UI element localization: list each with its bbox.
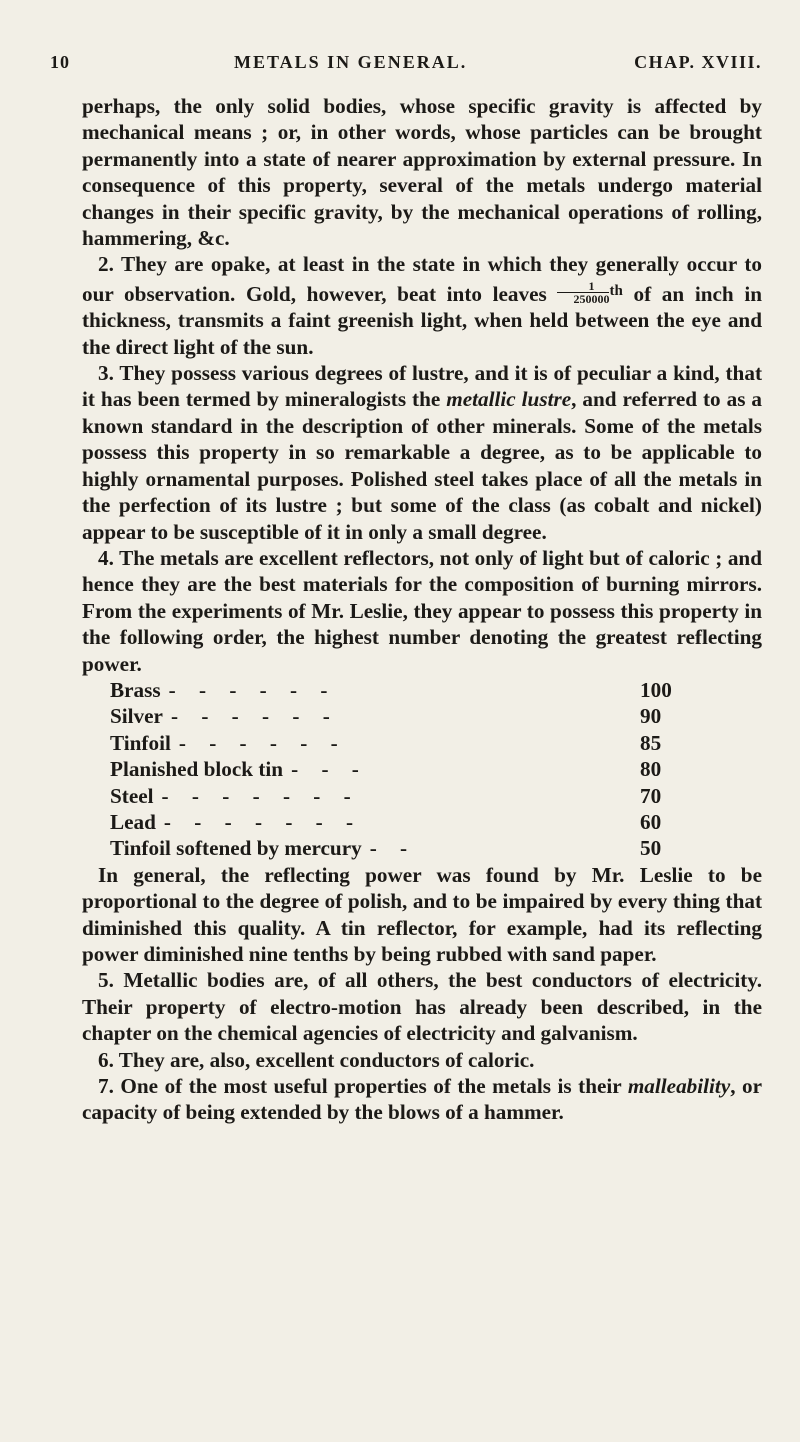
- paragraph-6: 6. They are, also, excellent conductors of caloric.: [98, 1047, 535, 1072]
- fraction: [557, 280, 609, 305]
- body-text: [82, 93, 762, 1126]
- leader-dashes: - - - - - - -: [163, 809, 363, 834]
- paragraph-7: [82, 1073, 762, 1126]
- metal-cell: [110, 783, 640, 809]
- table-row: [110, 730, 740, 756]
- page-header: [50, 52, 762, 80]
- leader-dashes: - - -: [291, 757, 368, 782]
- leader-dashes: - - - - - - -: [161, 783, 360, 808]
- paragraph-3-text-b: , and referred to as a known standard in the description of other minerals. Some of the metals possess this property in so remarkable a degree, as to be applicable to highly ornamental purposes. Polished steel takes place of all the metals in the perfection of its lustre ; but some of the class (as cobalt and nickel) appear to be susceptible of it in only a small degree.: [82, 387, 762, 544]
- paragraph-5: 5. Metallic bodies are, of all others, the best conductors of electricity. Their property of electro-motion has already been described, in the chapter on the chemical agencies of electricity and galvanism.: [82, 968, 762, 1046]
- metal-name: Silver: [110, 704, 163, 729]
- metal-name: Brass: [110, 677, 161, 702]
- fraction-denominator: 250000: [573, 291, 610, 306]
- table-row: [110, 756, 740, 782]
- reflecting-power-value: 90: [640, 704, 662, 729]
- reflecting-power-value: 85: [640, 730, 662, 755]
- reflecting-power-value: 50: [640, 836, 662, 861]
- metal-cell: [110, 703, 640, 729]
- reflecting-power-rows: [110, 677, 740, 862]
- paragraph-3-text-a: 3. They possess various degrees of lustre, and it is of peculiar a kind, that it has been termed by mineralogists the: [82, 361, 762, 412]
- reflecting-power-table: [110, 677, 740, 862]
- reflecting-power-value: 70: [640, 783, 662, 808]
- paragraph-2: [82, 251, 762, 360]
- metal-name: Planished block tin: [110, 757, 284, 782]
- paragraph-2-text-b: of an inch in thickness, transmits a faint greenish light, when held between the eye and the direct light of the sun.: [82, 281, 763, 359]
- metal-name: Lead: [110, 809, 156, 834]
- metal-cell: [110, 809, 640, 835]
- paragraph-3: [82, 360, 762, 545]
- reflecting-power-value: 100: [640, 677, 672, 702]
- paragraph-7-text-a: 7. One of the most useful properties of the metals is their: [98, 1074, 622, 1099]
- reflecting-power-value: 60: [640, 809, 662, 834]
- running-title: METALS IN GENERAL.: [234, 52, 468, 72]
- metal-cell: [110, 730, 640, 756]
- paragraph-2-text-a: 2. They are opake, at least in the state in which they generally occur to our observation. Gold, however, beat into leaves: [82, 252, 762, 306]
- metal-name: Steel: [110, 783, 154, 808]
- reflecting-power-value: 80: [640, 757, 662, 782]
- leader-dashes: - -: [369, 836, 417, 861]
- metal-cell: [110, 835, 640, 861]
- leader-dashes: - - - - - -: [168, 677, 337, 702]
- malleability-term: malleability: [627, 1074, 731, 1099]
- metal-cell: [110, 677, 640, 703]
- leader-dashes: - - - - - -: [170, 704, 339, 729]
- table-row: [110, 809, 740, 835]
- paragraph-7-text-b: , or capacity of being extended by the blows of a hammer.: [82, 1074, 763, 1125]
- metal-cell: [110, 756, 640, 782]
- metal-name: Tinfoil: [110, 730, 171, 755]
- fraction-suffix: th: [609, 282, 623, 299]
- paragraph-continued: perhaps, the only solid bodies, whose specific gravity is affected by mechanical means ; or, in other words, whose particles can be brought permanently into a state of nearer approximation by external pressure. In consequence of this property, several of the metals undergo material changes in their specific gravity, by the mechanical operations of rolling, hammering, &c.: [82, 94, 762, 251]
- leader-dashes: - - - - - -: [178, 730, 347, 755]
- fraction-numerator: 1: [557, 280, 609, 293]
- table-row: [110, 835, 740, 861]
- metal-name: Tinfoil softened by mercury: [110, 836, 362, 861]
- table-row: [110, 677, 740, 703]
- table-row: [110, 783, 740, 809]
- paragraph-general: In general, the reflecting power was found by Mr. Leslie to be proportional to the degree of polish, and to be impaired by every thing that diminished this quality. A tin reflector, for example, had its reflecting power diminished nine tenths by being rubbed with sand paper.: [82, 862, 762, 966]
- table-row: [110, 703, 740, 729]
- chapter-label: CHAP. XVIII.: [634, 52, 762, 72]
- metallic-lustre-term: metallic lustre: [446, 387, 572, 412]
- paragraph-4: 4. The metals are excellent reflectors, not only of light but of caloric ; and hence they are the best materials for the composition of burning mirrors. From the experiments of Mr. Leslie, they appear to possess this property in the following order, the highest number denoting the greatest reflecting power.: [82, 545, 762, 676]
- page-number: 10: [50, 52, 70, 72]
